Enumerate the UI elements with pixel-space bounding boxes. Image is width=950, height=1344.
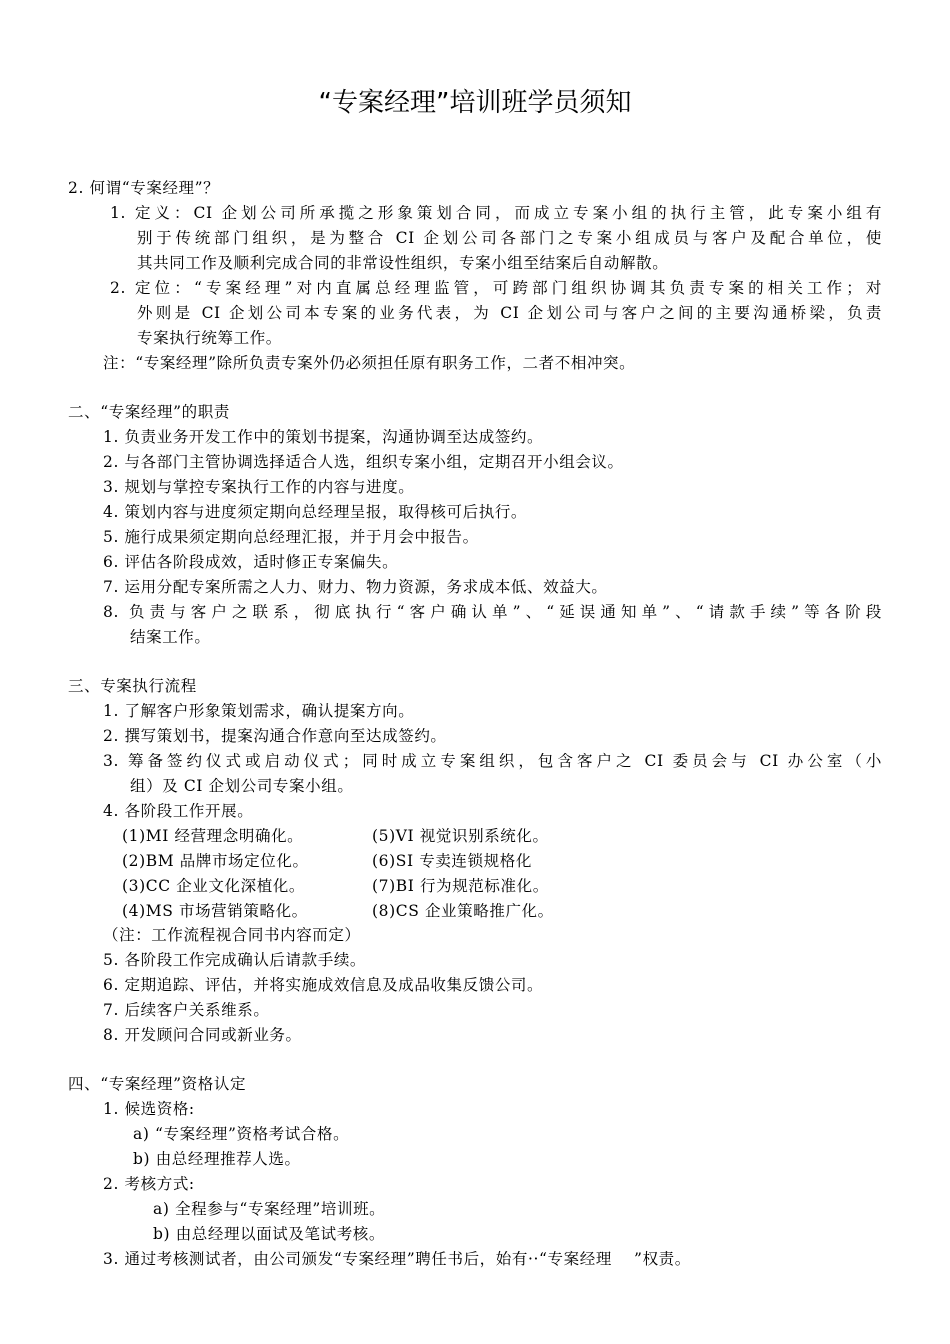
- process-item-2: 2. 撰写策划书，提案沟通合作意向至达成签约。: [103, 727, 447, 745]
- process-item-8: 8. 开发顾问合同或新业务。: [103, 1026, 302, 1044]
- definition-line-3: 其共同工作及顺利完成合同的非常设性组织，专案小组至结案后自动解散。: [137, 254, 669, 272]
- qualification-item-1: 1. 候选资格:: [103, 1100, 195, 1118]
- process-item-3-line-2: 组）及 CI 企划公司专案小组。: [130, 777, 354, 795]
- stage-1: (1)MI 经营理念明确化。: [122, 827, 304, 845]
- duty-item-4: 4. 策划内容与进度须定期向总经理呈报，取得核可后执行。: [103, 503, 528, 521]
- duty-item-2: 2. 与各部门主管协调选择适合人选，组织专案小组，定期召开小组会议。: [103, 453, 624, 471]
- stage-5: (5)VI 视觉识别系统化。: [372, 827, 549, 845]
- process-item-6: 6. 定期追踪、评估，并将实施成效信息及成品收集反馈公司。: [103, 976, 544, 994]
- stage-3: (3)CC 企业文化深植化。: [122, 877, 306, 895]
- duty-item-3: 3. 规划与掌控专案执行工作的内容与进度。: [103, 478, 415, 496]
- qualification-item-1a: a) “专案经理”资格考试合格。: [133, 1125, 350, 1143]
- qualification-item-2: 2. 考核方式:: [103, 1175, 195, 1193]
- duty-item-8: 8. 负责与客户之联系，彻底执行“客户确认单”、“延误通知单”、“请款手续”等各阶段: [103, 603, 882, 621]
- duty-item-8-continued: 结案工作。: [130, 628, 211, 646]
- stage-7: (7)BI 行为规范标准化。: [372, 877, 549, 895]
- duty-item-7: 7. 运用分配专案所需之人力、财力、物力资源，务求成本低、效益大。: [103, 578, 608, 596]
- section3-heading: 三、专案执行流程: [68, 677, 197, 695]
- process-item-4: 4. 各阶段工作开展。: [103, 802, 254, 820]
- duty-item-6: 6. 评估各阶段成效，适时修正专案偏失。: [103, 553, 399, 571]
- qualification-item-1b: b) 由总经理推荐人选。: [133, 1150, 301, 1168]
- stage-8: (8)CS 企业策略推广化。: [372, 902, 554, 920]
- process-item-1: 1. 了解客户形象策划需求，确认提案方向。: [103, 702, 415, 720]
- section2-heading: 二、“专案经理”的职责: [68, 403, 230, 421]
- definition-line-1: 1. 定义：CI 企划公司所承揽之形象策划合同，而成立专案小组的执行主管，此专案小组有: [110, 204, 882, 222]
- position-line-3: 专案执行统筹工作。: [137, 329, 282, 347]
- process-note: （注：工作流程视合同书内容而定）: [103, 926, 361, 944]
- qualification-item-3: 3. 通过考核测试者，由公司颁发“专案经理”聘任书后，始有··“专案经理 ”权责。: [103, 1250, 691, 1268]
- stage-4: (4)MS 市场营销策略化。: [122, 902, 308, 920]
- duty-item-1: 1. 负责业务开发工作中的策划书提案，沟通协调至达成签约。: [103, 428, 544, 446]
- document-title: “专案经理”培训班学员须知: [318, 88, 632, 118]
- process-item-5: 5. 各阶段工作完成确认后请款手续。: [103, 951, 367, 969]
- qualification-item-2b: b) 由总经理以面试及笔试考核。: [153, 1225, 385, 1243]
- stage-6: (6)SI 专卖连锁规格化: [372, 852, 532, 870]
- section4-heading: 四、“专案经理”资格认定: [68, 1075, 247, 1093]
- stage-2: (2)BM 品牌市场定位化。: [122, 852, 309, 870]
- definition-line-2: 别于传统部门组织，是为整合 CI 企划公司各部门之专案小组成员与客户及配合单位，使: [137, 229, 882, 247]
- position-line-1: 2. 定位：“专案经理”对内直属总经理监管，可跨部门组织协调其负责专案的相关工作；对: [110, 279, 882, 297]
- process-item-3-line-1: 3. 筹备签约仪式或启动仪式；同时成立专案组织，包含客户之 CI 委员会与 CI 办公室（小: [103, 752, 882, 770]
- duty-item-5: 5. 施行成果须定期向总经理汇报，并于月会中报告。: [103, 528, 479, 546]
- position-line-2: 外则是 CI 企划公司本专案的业务代表，为 CI 企划公司与客户之间的主要沟通桥梁，负责: [137, 304, 882, 322]
- section1-note: 注：“专案经理”除所负责专案外仍必须担任原有职务工作，二者不相冲突。: [103, 354, 636, 372]
- process-item-7: 7. 后续客户关系维系。: [103, 1001, 270, 1019]
- section1-heading: 2. 何谓“专案经理”？: [68, 179, 220, 197]
- qualification-item-2a: a) 全程参与“专案经理”培训班。: [153, 1200, 386, 1218]
